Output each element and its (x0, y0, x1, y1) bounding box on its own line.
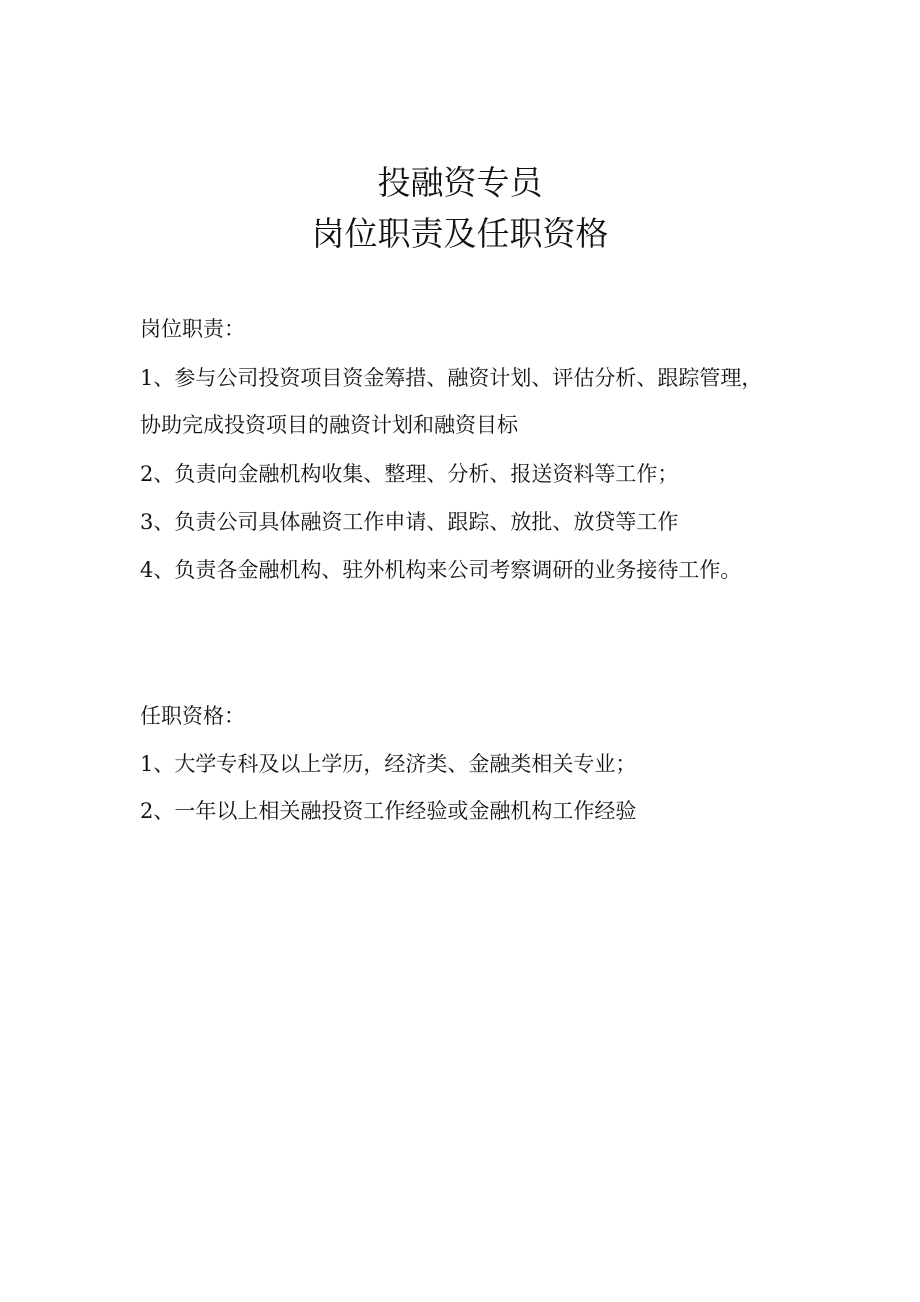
qualification-item: 2、一年以上相关融投资工作经验或金融机构工作经验 (140, 799, 637, 823)
responsibility-item: 1、参与公司投资项目资金筹措、融资计划、评估分析、跟踪管理， (140, 366, 763, 390)
responsibility-item: 2、负责向金融机构收集、整理、分析、报送资料等工作； (140, 462, 679, 486)
responsibilities-heading: 岗位职责： (140, 317, 245, 341)
qualification-item: 1、大学专科及以上学历，经济类、金融类相关专业； (140, 752, 637, 776)
document-title: 投融资专员 (377, 163, 543, 202)
responsibility-item-continuation: 协助完成投资项目的融资计划和融资目标 (140, 413, 518, 437)
responsibility-item: 4、负责各金融机构、驻外机构来公司考察调研的业务接待工作。 (140, 558, 742, 582)
document-subtitle: 岗位职责及任职资格 (311, 214, 609, 253)
qualifications-heading: 任职资格： (140, 704, 245, 728)
responsibility-item: 3、负责公司具体融资工作申请、跟踪、放批、放贷等工作 (140, 510, 679, 534)
